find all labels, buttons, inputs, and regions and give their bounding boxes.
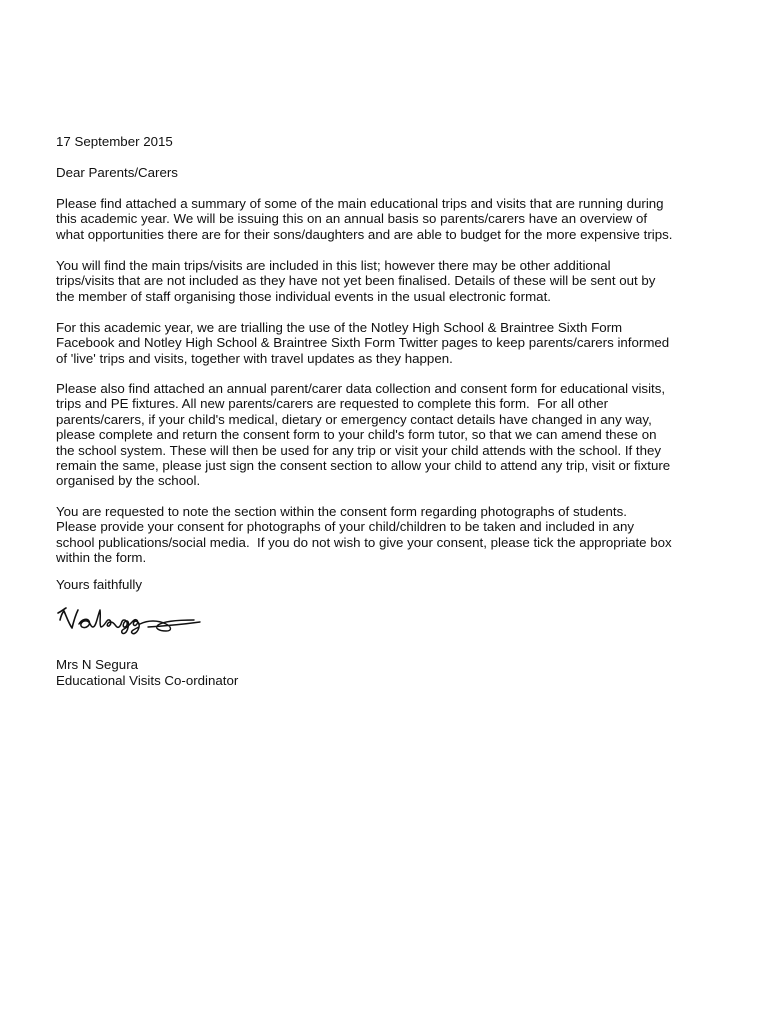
handwritten-signature	[54, 600, 204, 645]
paragraph-line: the member of staff organising those individual events in the usual electronic format.	[56, 288, 551, 304]
paragraph-line: For this academic year, we are trialling the use of the Notley High School & Braintree Sixth Form	[56, 320, 623, 335]
paragraph-consent-form	[56, 381, 720, 489]
paragraph-line: trips/visits that are not included as they have not yet been finalised. Details of these will be sent out by	[56, 273, 656, 289]
paragraph-line: Please find attached a summary of some of the main educational trips and visits that are running during	[56, 196, 664, 211]
paragraph-line: Please provide your consent for photographs of your child/children to be taken and included in any	[56, 519, 635, 535]
paragraph-line: Facebook and Notley High School & Braintree Sixth Form Twitter pages to keep parents/carers informed	[56, 335, 670, 351]
paragraph-line: within the form.	[56, 550, 147, 566]
paragraph-included-trips	[56, 258, 720, 304]
paragraph-line: You will find the main trips/visits are included in this list; however there may be other additional	[56, 258, 611, 273]
salutation: Dear Parents/Carers	[56, 165, 178, 180]
signer-role: Educational Visits Co-ordinator	[56, 673, 239, 688]
paragraph-social-media	[56, 320, 720, 366]
paragraph-line: parents/carers, if your child's medical, dietary or emergency contact details have changed in any way,	[56, 411, 652, 427]
paragraph-line: trips and PE fixtures. All new parents/carers are requested to complete this form. For all other	[56, 396, 609, 412]
paragraph-line: please complete and return the consent form to your child's form tutor, so that we can amend these on	[56, 427, 657, 443]
paragraph-line: of 'live' trips and visits, together with travel updates as they happen.	[56, 350, 453, 366]
letter-date: 17 September 2015	[56, 134, 173, 149]
paragraph-photographs	[56, 504, 720, 566]
paragraph-line: organised by the school.	[56, 473, 201, 489]
closing: Yours faithfully	[56, 577, 142, 592]
paragraph-line: You are requested to note the section within the consent form regarding photographs of students.	[56, 504, 627, 519]
paragraph-line: this academic year. We will be issuing this on an annual basis so parents/carers have an overview of	[56, 211, 648, 227]
paragraph-line: the school system. These will then be used for any trip or visit your child attends with the school. If they	[56, 442, 662, 458]
paragraph-line: what opportunities there are for their sons/daughters and are able to budget for the more expensive trips.	[56, 226, 673, 242]
paragraph-line: remain the same, please just sign the consent section to allow your child to attend any trip, visit or fixture	[56, 458, 671, 474]
signer-name: Mrs N Segura	[56, 657, 139, 672]
paragraph-line: school publications/social media. If you do not wish to give your consent, please tick the appropriate box	[56, 534, 672, 550]
paragraph-line: Please also find attached an annual parent/carer data collection and consent form for educational visits,	[56, 381, 666, 396]
paragraph-trips-summary	[56, 196, 720, 242]
